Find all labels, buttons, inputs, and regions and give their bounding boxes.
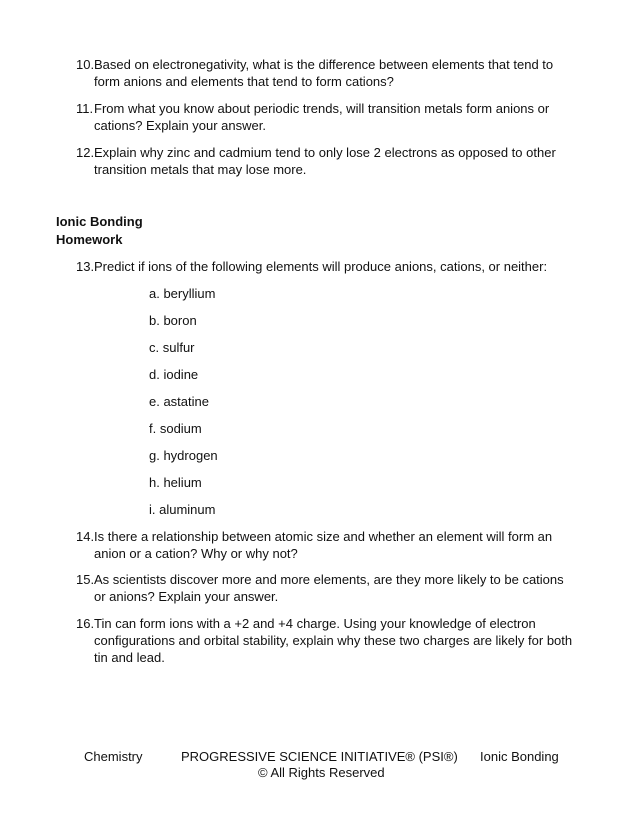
question-text: Is there a relationship between atomic size and whether an element will form an anion or a cation? Why or why not? bbox=[94, 529, 553, 561]
question-number: 13. bbox=[76, 259, 95, 274]
question-number: 16. bbox=[76, 616, 95, 631]
question-number: 15. bbox=[76, 572, 95, 587]
question-text: Predict if ions of the following elements will produce anions, cations, or neither: bbox=[94, 259, 548, 274]
question-text: As scientists discover more and more elements, are they more likely to be cations or anions? Explain your answer. bbox=[94, 572, 564, 604]
list-item: h. helium bbox=[149, 475, 202, 490]
list-item: d. iodine bbox=[149, 367, 199, 382]
list-item: e. astatine bbox=[149, 394, 209, 409]
list-item: a. beryllium bbox=[149, 286, 216, 301]
footer-unit: Ionic Bonding bbox=[480, 749, 559, 764]
question-15 bbox=[76, 571, 576, 605]
list-item: g. hydrogen bbox=[149, 448, 218, 463]
section-subtitle: Homework bbox=[56, 232, 123, 247]
question-number: 11. bbox=[76, 101, 94, 116]
list-item: i. aluminum bbox=[149, 502, 216, 517]
question-number: 10. bbox=[76, 57, 95, 72]
question-text: Explain why zinc and cadmium tend to only lose 2 electrons as opposed to other transition metals that may lose more. bbox=[94, 145, 556, 177]
question-11 bbox=[76, 100, 576, 134]
question-text: Based on electronegativity, what is the difference between elements that tend to form anions and elements that tend to form cations? bbox=[94, 57, 554, 89]
question-12 bbox=[76, 144, 576, 178]
question-14 bbox=[76, 528, 576, 562]
section-title: Ionic Bonding bbox=[56, 214, 143, 229]
footer-publisher: PROGRESSIVE SCIENCE INITIATIVE® (PSI®) bbox=[181, 749, 458, 764]
list-item: c. sulfur bbox=[149, 340, 195, 355]
question-number: 14. bbox=[76, 529, 95, 544]
question-number: 12. bbox=[76, 145, 95, 160]
question-13 bbox=[76, 258, 596, 275]
question-text: Tin can form ions with a +2 and +4 charge. Using your knowledge of electron configurations and orbital stability, explain why these two charges are likely for both tin and lead. bbox=[94, 616, 573, 665]
footer-subject: Chemistry bbox=[84, 749, 143, 764]
question-text: From what you know about periodic trends, will transition metals form anions or cations? Explain your answer. bbox=[94, 101, 550, 133]
question-10 bbox=[76, 56, 576, 90]
list-item: b. boron bbox=[149, 313, 197, 328]
list-item: f. sodium bbox=[149, 421, 202, 436]
footer-copyright: © All Rights Reserved bbox=[258, 765, 385, 780]
question-16 bbox=[76, 615, 576, 666]
